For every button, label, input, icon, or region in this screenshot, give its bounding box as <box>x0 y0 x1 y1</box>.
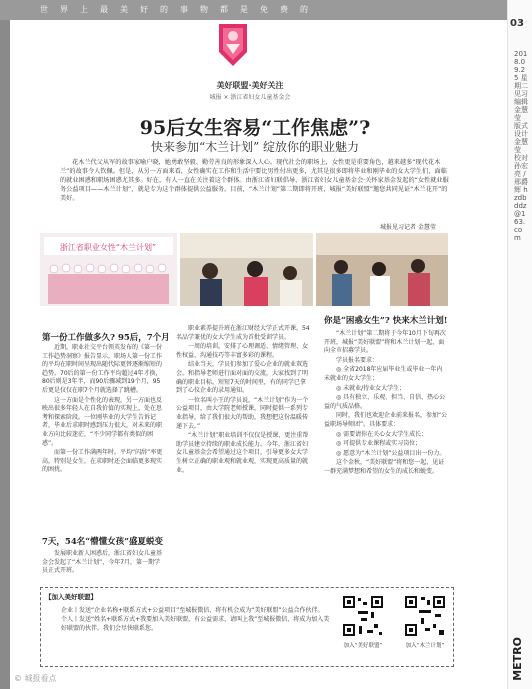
paragraph: 这一方面是个性化的表现，另一方面也反映出很多年轻人在自我价值的实现上，处在思考和探索阶段。一位刚毕业的大学生告诉记者，毕业后求职时感到压力很大，对未来的职业方向比较迷茫，“不少同学都有类似的困惑”。 <box>42 396 163 447</box>
left-edge-bar <box>0 20 10 689</box>
paragraph: ◎ 未就业/待业女大学生； <box>336 384 406 392</box>
metro-logo: METRO <box>511 637 524 681</box>
paragraph: 而第一份工作满两年时，平均“闪辞”率更高。特别是女生，在求职时还会面临更多现实的困扰。 <box>42 449 163 474</box>
qr-code-icon[interactable] <box>341 594 385 638</box>
top-banner <box>0 0 507 20</box>
paragraph: ◎ 需要请你在关心女大学生成长； <box>336 430 428 438</box>
watermark: © 城报看点 <box>14 674 57 683</box>
banner-tagline: 世界上最美好的事物都是免费的 <box>40 5 320 14</box>
paragraph: 职业素养提升班在浙江财经大学正式开课。54名品学兼优的女大学生成为首批受训学员。 <box>176 325 310 341</box>
qr-code-icon[interactable] <box>403 594 447 638</box>
page-number: 03 <box>510 18 524 29</box>
paragraph: ◎ 可提供专业课程或实习岗位； <box>336 440 422 448</box>
article-column-2 <box>176 325 310 476</box>
article-column-1 <box>42 344 164 476</box>
paragraph: 一位名叫小王的学员说，“木兰计划”作为一个公益项目，由大学院老师授课，同时提供一系列专业指导，给了我们很大的帮助，我想把这份温暖传递下去。” <box>176 396 309 430</box>
paragraph: ◎ 愿意为“木兰计划”公益项目出一份力。 <box>336 449 446 457</box>
paragraph: ◎ 具有独立、乐观、担当、自信、热心公益的气质品格。 <box>324 394 446 410</box>
page-subtitle: 快来参加“木兰计划” 绽放你的职业魅力 <box>150 140 360 154</box>
join-instructions <box>61 606 331 633</box>
paragraph: 一周的培训，安排了心理调适、情绪管理、女性权益、沟通技巧等丰富多彩的课程。 <box>176 343 309 359</box>
paragraph: 学员报名要求： <box>336 356 379 364</box>
group-photo-banner <box>40 233 177 306</box>
section-heading-1: 第一份工作做多久? 95后，7个月 <box>42 333 170 343</box>
byline: 城报见习记者 金慧莹 <box>380 224 436 231</box>
join-enterprise: 企业丨发送“企业名称+联系方式+公益项目”至城报微信，将有机会成为“美好联盟”公益合作伙伴。 <box>61 607 324 614</box>
brand-title: 美好联盟·美好关注 <box>216 81 284 90</box>
join-individual: 个人丨发送“姓名+联系方式+我要加入美好联盟，有公益需求，请叫上我”至城报微信，将成为加入美好联盟的伙伴。我们会尽快联系您。 <box>61 616 330 632</box>
paragraph: 近期，职业社交平台领英发布的《第一份工作趋势洞察》报告显示，职场人第一份工作的平均在职时间呈现出随代际更替逐渐缩短的趋势。70后的第一份工作平均超过4年才换，80后则是3年半，而90后骤减到19个月，95后更是仅仅在职7个月就选择了跳槽。 <box>42 344 163 394</box>
article-column-3 <box>324 330 448 478</box>
join-title: 【加入美好联盟】 <box>45 593 97 601</box>
join-box <box>40 587 454 667</box>
lead-paragraph: 花木兰代父从军的故事家喻户晓，她勇敢坚毅、勤劳善良的形象深入人心。现代社会的职场上，女性更是重要角色，越来越多“现代花木兰”的故事令人钦佩。但是，从另一方面来看，女性确实在工作和生活中要比男性付出更多，尤其是很多即将毕业和刚毕业的女大学生们，面临的就业困惑和职场困惑尤其多。好在，有人一直在关注着这个群体。由浙江省妇联倡导、浙江省妇女儿童基金会·关怀家基金发起的“女性就业服务公益项目——木兰计划”，就是专为这个群体提供公益服务。目前，“木兰计划”第二期即将开班，城报“美好联盟”邀您共同见证“木兰花开”的美好。 <box>60 159 449 202</box>
section-heading-3: 你是“困惑女生”? 快来木兰计划! <box>324 316 448 326</box>
page-title: 95后女生容易“工作焦虑”? <box>139 117 371 139</box>
photo-banner-text: 浙江省职业女性“木兰计划” <box>59 243 157 252</box>
paragraph: “木兰计划”职业培训不仅仅是授课，更注重帮助学员建立持续的职业成长能力。今年，浙江省妇女儿童基金会希望通过这个项目，引导更多女大学生树立正确的职业观和就业观，实现更高质量的就业。 <box>176 432 309 474</box>
workshop-photo <box>316 233 448 306</box>
page-sidebar <box>507 0 532 689</box>
section-heading-2: 7天，54名“懵懂女孩”盛夏蜕变 <box>42 537 164 547</box>
paragraph: “木兰计划”第二期将于今年10月下旬再次开班，城报“美好联盟”将和木兰计划一起，面向全市招募学员。 <box>324 330 446 355</box>
paragraph: 同时，我们也欢迎企业前来报名，参加“公益职场导师团”。具体要求： <box>324 412 448 428</box>
sidebar-credits: 2018.09.25 星期二 见习编辑 金慧莹 版式设计 金慧莹 校对 孙宏亮 / 邢爵辉 hzdbddz@163.com <box>514 50 528 242</box>
meihao-logo-icon <box>214 22 252 68</box>
classroom-photo <box>180 233 313 306</box>
qr-caption: 加入“美好联盟” <box>343 643 383 649</box>
paragraph: ◎ 全省2018年应届毕业生或毕业一年内未就业的女大学生； <box>324 366 443 382</box>
article-column-1b <box>42 550 164 577</box>
qr-caption: 加入“木兰计划” <box>405 643 445 649</box>
paragraph: 这个金秋，“美好联盟”将和您一起，见证一群充满梦想和希望的女生的成长和蜕变。 <box>324 459 445 475</box>
paragraph: 结业当天，学员们参加了爱心企业的就业双选会。和指导老师进行面对面的交流，大家找到了明确的职业目标。短短7天的时间里，有的同学已拿到了心仪企业的录用通知。 <box>176 361 309 395</box>
brand-subtitle: 城报 × 浙江省妇女儿童基金会 <box>209 94 291 101</box>
paragraph: 发展职业新人困惑后，浙江省妇女儿童基金会发起了“木兰计划”，今年7月，第一期学员正式开班。 <box>42 550 163 575</box>
